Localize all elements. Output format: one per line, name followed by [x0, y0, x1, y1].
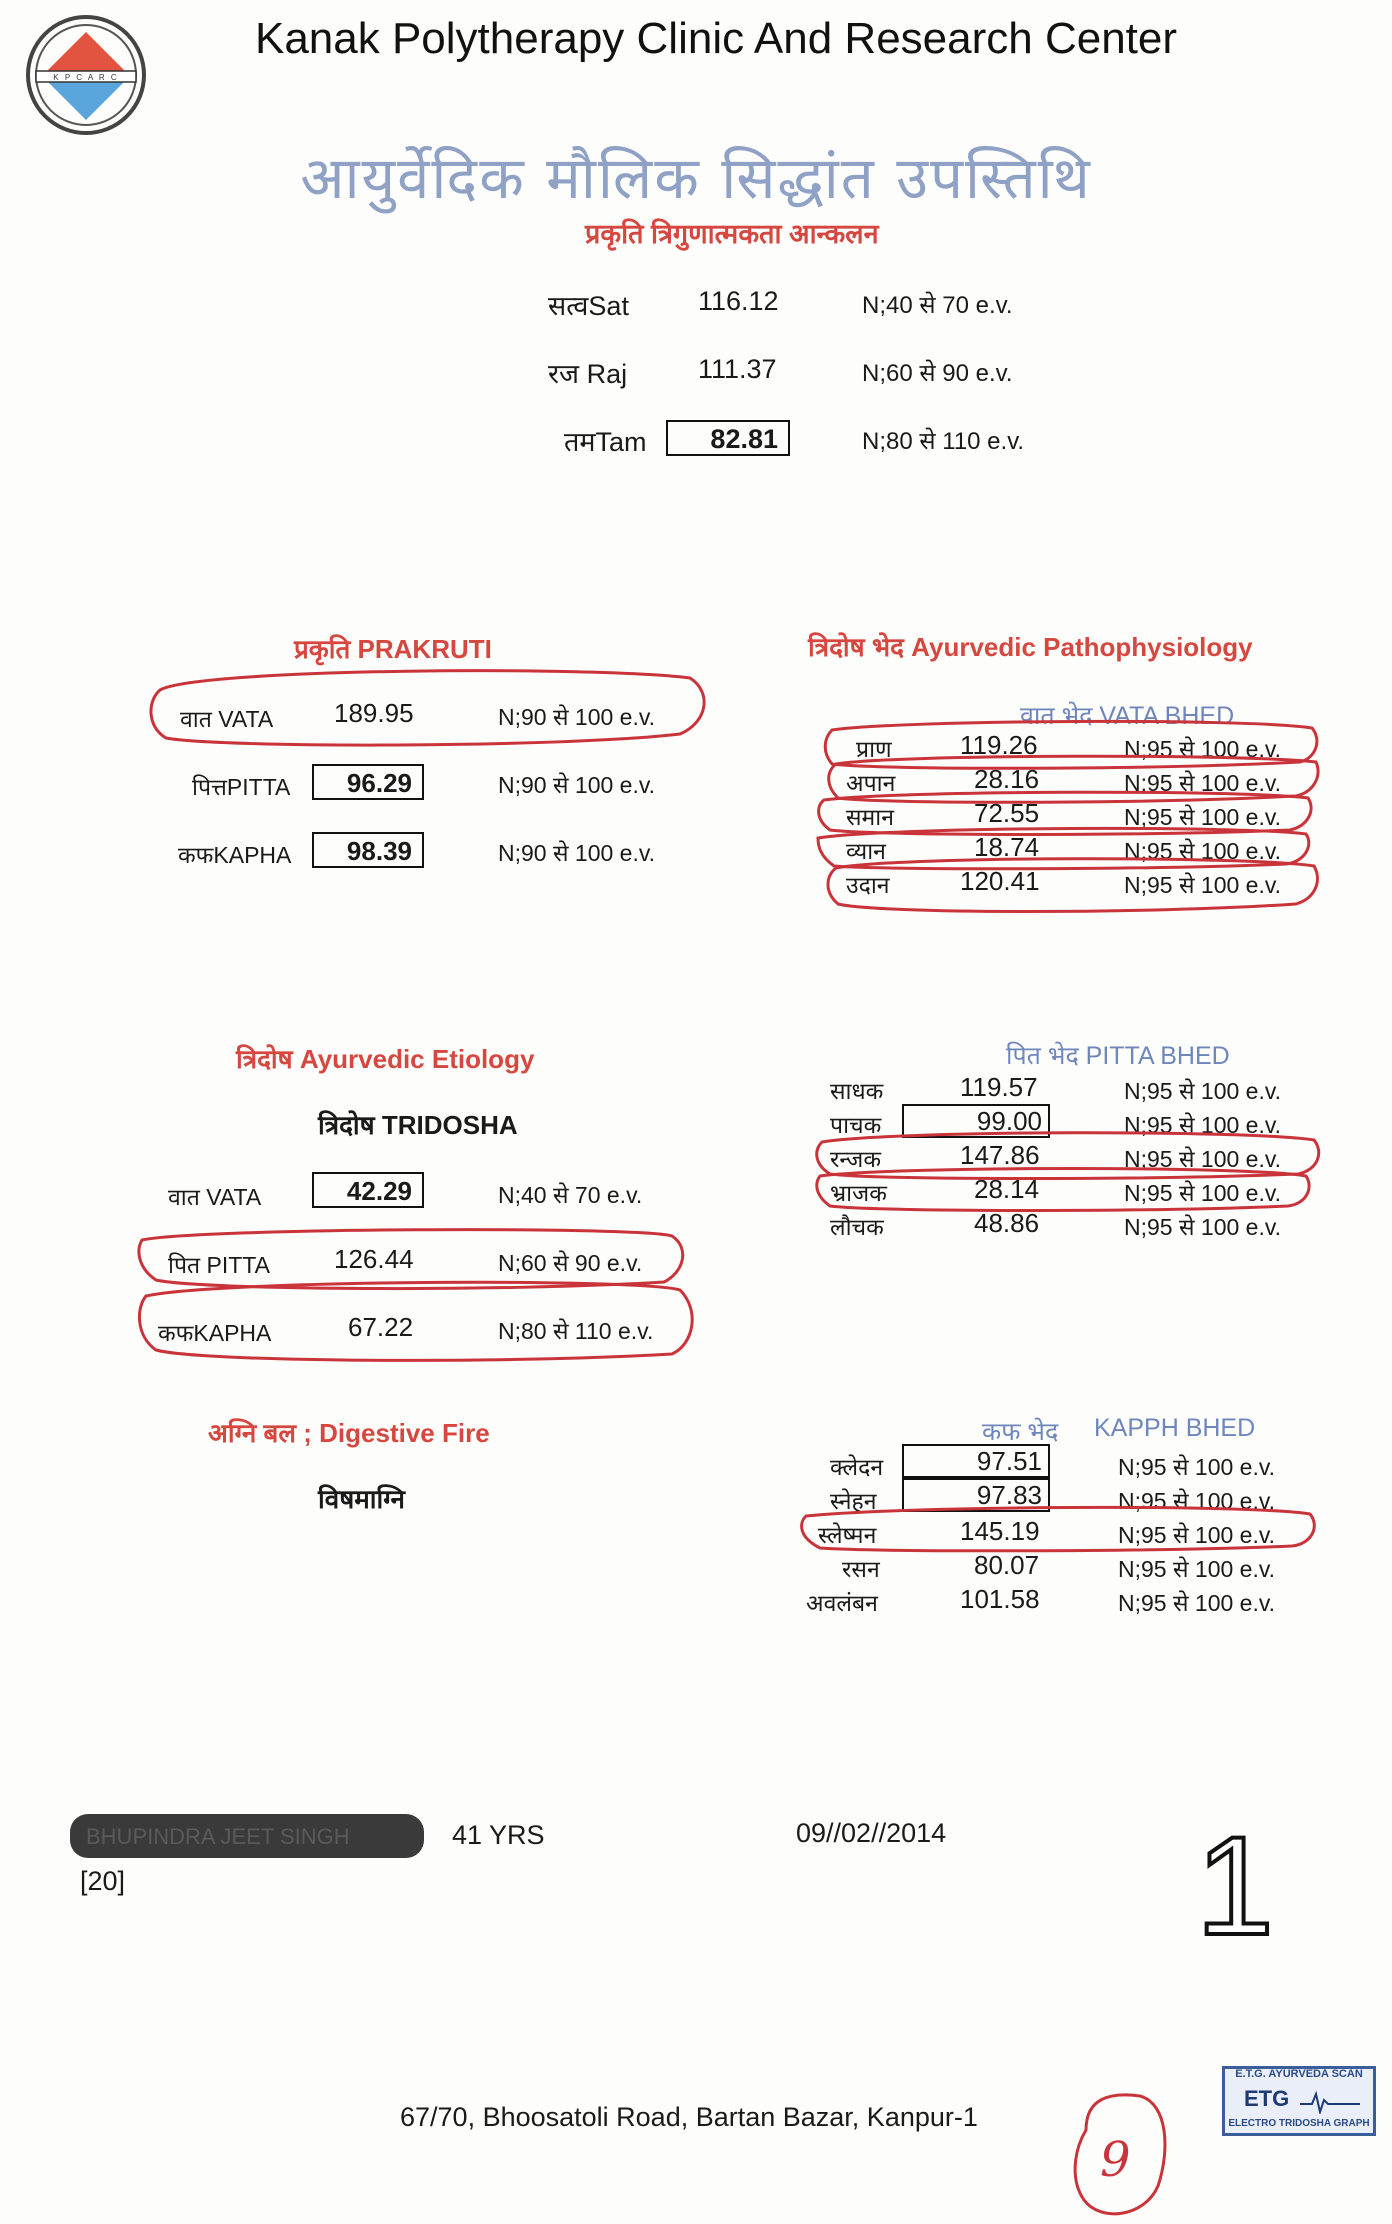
kapph-bhed-heading-hi: कफ भेद: [982, 1418, 1059, 1446]
prakruti-label-vata: वात VATA: [180, 706, 274, 732]
tridosha-subheading: त्रिदोष TRIDOSHA: [318, 1110, 518, 1140]
pitta-bhed-normal: N;95 से 100 e.v.: [1124, 1146, 1282, 1172]
stamp-logo-text: ETG: [1244, 2086, 1290, 2111]
prakruti-normal-kapha: N;90 से 100 e.v.: [498, 840, 656, 866]
pitta-bhed-normal: N;95 से 100 e.v.: [1124, 1214, 1282, 1240]
guna-normal-tam: N;80 से 110 e.v.: [862, 428, 1025, 455]
pitta-bhed-label: लौचक: [830, 1214, 884, 1240]
page-number: 1: [1196, 1807, 1274, 1964]
prakruti-normal-pitta: N;90 से 100 e.v.: [498, 772, 656, 798]
kapph-bhed-normal: N;95 से 100 e.v.: [1118, 1488, 1276, 1514]
kapph-bhed-label: स्नेहन: [830, 1488, 877, 1514]
kapph-bhed-normal: N;95 से 100 e.v.: [1118, 1454, 1276, 1480]
vata-bhed-value: 28.16: [974, 764, 1040, 794]
report-sub-title: प्रकृति त्रिगुणात्मकता आन्कलन: [585, 219, 879, 249]
pitta-bhed-value: 99.00: [902, 1104, 1050, 1138]
pitta-bhed-label: रन्जक: [830, 1146, 881, 1172]
digestive-fire-heading: अग्नि बल ; Digestive Fire: [208, 1418, 490, 1448]
digestive-fire-value: विषमाग्नि: [318, 1484, 405, 1514]
etiology-normal-vata: N;40 से 70 e.v.: [498, 1182, 643, 1208]
kapph-bhed-label: स्लेष्मन: [818, 1522, 877, 1548]
pitta-bhed-value: 28.14: [974, 1174, 1040, 1204]
pitta-bhed-normal: N;95 से 100 e.v.: [1124, 1180, 1282, 1206]
etiology-value-vata: 42.29: [312, 1172, 424, 1208]
prakruti-value-kapha: 98.39: [312, 832, 424, 868]
vata-bhed-normal: N;95 से 100 e.v.: [1124, 804, 1282, 830]
pitta-bhed-normal: N;95 से 100 e.v.: [1124, 1078, 1282, 1104]
pitta-bhed-label: पाचक: [830, 1112, 882, 1138]
redacted-patient-name: [70, 1814, 424, 1858]
etiology-label-kapha: कफKAPHA: [158, 1320, 272, 1346]
prakruti-normal-vata: N;90 से 100 e.v.: [498, 704, 656, 730]
vata-bhed-normal: N;95 से 100 e.v.: [1124, 838, 1282, 864]
vata-bhed-value: 72.55: [974, 798, 1040, 828]
pitta-bhed-heading: पित भेद PITTA BHED: [1006, 1042, 1230, 1070]
etiology-normal-pitta: N;60 से 90 e.v.: [498, 1250, 643, 1276]
patient-age: 41 YRS: [452, 1820, 545, 1850]
clinic-name: Kanak Polytherapy Clinic And Research Center: [254, 14, 1178, 63]
guna-normal-sat: N;40 से 70 e.v.: [862, 292, 1013, 319]
prakruti-value-vata: 189.95: [334, 698, 414, 728]
guna-label-sat: सत्वSat: [548, 291, 629, 321]
pitta-bhed-value: 147.86: [960, 1140, 1040, 1170]
etiology-label-pitta: पित PITTA: [168, 1252, 270, 1278]
kapph-bhed-value: 97.83: [902, 1478, 1050, 1512]
vata-bhed-label: उदान: [846, 872, 890, 898]
kapph-bhed-value: 145.19: [960, 1516, 1040, 1546]
ecg-wave-icon: [1300, 2090, 1360, 2114]
kapph-bhed-label: अवलंबन: [806, 1590, 878, 1616]
vata-bhed-heading: वात भेद VATA BHED: [1020, 702, 1235, 730]
report-date: 09//02//2014: [796, 1818, 947, 1848]
vata-bhed-label: व्यान: [846, 838, 886, 864]
vata-bhed-value: 18.74: [974, 832, 1040, 862]
pitta-bhed-label: भ्राजक: [830, 1180, 887, 1206]
pitta-bhed-value: 119.57: [960, 1072, 1038, 1102]
guna-label-raj: रज Raj: [548, 359, 628, 389]
etiology-heading: त्रिदोष Ayurvedic Etiology: [236, 1044, 535, 1074]
kapph-bhed-label: क्लेदन: [830, 1454, 884, 1480]
pitta-bhed-normal: N;95 से 100 e.v.: [1124, 1112, 1282, 1138]
etiology-value-pitta: 126.44: [334, 1244, 414, 1274]
guna-value-raj: 111.37: [698, 354, 777, 384]
vata-bhed-label: अपान: [846, 770, 896, 796]
reference-number: [20]: [80, 1866, 126, 1896]
vata-bhed-label: समान: [846, 804, 895, 830]
guna-label-tam: तमTam: [564, 427, 647, 457]
vata-bhed-label: प्राण: [856, 736, 892, 762]
guna-value-tam: 82.81: [666, 420, 790, 456]
kapph-bhed-normal: N;95 से 100 e.v.: [1118, 1590, 1276, 1616]
prakruti-label-pitta: पित्तPITTA: [192, 774, 291, 800]
etiology-normal-kapha: N;80 से 110 e.v.: [498, 1318, 654, 1344]
svg-text:K P C A R C: K P C A R C: [53, 73, 119, 82]
vata-bhed-value: 119.26: [960, 730, 1038, 760]
prakruti-heading: प्रकृति PRAKRUTI: [294, 634, 492, 664]
prakruti-value-pitta: 96.29: [312, 764, 424, 800]
kapph-bhed-value: 80.07: [974, 1550, 1040, 1580]
etiology-label-vata: वात VATA: [168, 1184, 262, 1210]
patient-name: BHUPINDRA JEET SINGH: [86, 1824, 350, 1849]
stamp-top-text: E.T.G. AYURVEDA SCAN: [1235, 2068, 1363, 2080]
guna-normal-raj: N;60 से 90 e.v.: [862, 360, 1013, 387]
prakruti-label-kapha: कफKAPHA: [178, 842, 292, 868]
report-main-title: आयुर्वेदिक मौलिक सिद्धांत उपस्तिथि: [300, 144, 1092, 212]
kapph-bhed-normal: N;95 से 100 e.v.: [1118, 1556, 1276, 1582]
vata-bhed-normal: N;95 से 100 e.v.: [1124, 736, 1282, 762]
vata-bhed-normal: N;95 से 100 e.v.: [1124, 872, 1282, 898]
handwritten-number: 9: [1100, 2132, 1131, 2188]
kapph-bhed-heading-en: KAPPH BHED: [1094, 1414, 1256, 1442]
kapph-bhed-label: रसन: [842, 1556, 880, 1582]
vata-bhed-value: 120.41: [960, 866, 1040, 896]
pitta-bhed-value: 48.86: [974, 1208, 1040, 1238]
pitta-bhed-label: साधक: [830, 1078, 884, 1104]
stamp-bottom-text: ELECTRO TRIDOSHA GRAPH: [1228, 2118, 1370, 2129]
vata-bhed-normal: N;95 से 100 e.v.: [1124, 770, 1282, 796]
pathophysiology-heading: त्रिदोष भेद Ayurvedic Pathophysiology: [808, 632, 1253, 662]
kapph-bhed-normal: N;95 से 100 e.v.: [1118, 1522, 1276, 1548]
guna-value-sat: 116.12: [698, 286, 779, 316]
kapph-bhed-value: 97.51: [902, 1444, 1050, 1478]
kapph-bhed-value: 101.58: [960, 1584, 1040, 1614]
footer-address: 67/70, Bhoosatoli Road, Bartan Bazar, Kanpur-1: [400, 2102, 978, 2132]
etiology-value-kapha: 67.22: [348, 1312, 414, 1342]
